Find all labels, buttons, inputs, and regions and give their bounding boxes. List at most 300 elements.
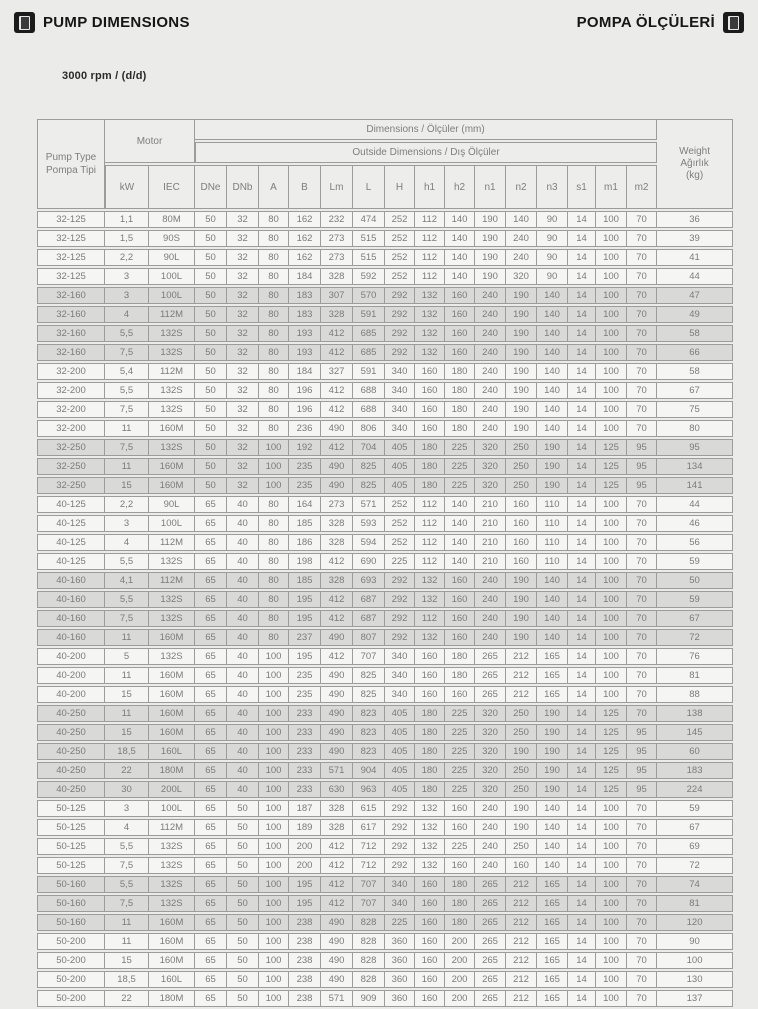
dimension-cell: 70 [627,515,657,532]
dimension-cell: 292 [385,306,415,323]
dimension-cell: 630 [321,781,353,798]
dimension-cell: 165 [537,971,568,988]
dimension-cell: 823 [353,743,385,760]
booklet-glyph [19,16,30,30]
column-header-n2: n2 [506,165,537,209]
table-row [37,838,733,855]
dimension-cell: 14 [568,705,596,722]
dimension-cell: 14 [568,515,596,532]
dimension-cell: 162 [289,249,321,266]
dimension-cell: 707 [353,648,385,665]
dimension-cell: 14 [568,382,596,399]
dimension-cell: 70 [627,819,657,836]
dimension-cell: 571 [353,496,385,513]
dimension-cell: 328 [321,534,353,551]
motor-kw-cell: 4 [105,306,149,323]
pump-type-cell: 40-250 [37,743,105,760]
dimension-cell: 100 [259,800,289,817]
weight-cell: 66 [657,344,733,361]
dimension-cell: 65 [195,591,227,608]
dimension-cell: 65 [195,534,227,551]
dimension-cell: 50 [227,952,259,969]
dimension-cell: 70 [627,800,657,817]
dimension-cell: 240 [475,325,506,342]
dimension-cell: 250 [506,477,537,494]
dimension-cell: 187 [289,800,321,817]
dimension-cell: 80 [259,211,289,228]
dimension-cell: 210 [475,496,506,513]
pump-type-cell: 40-200 [37,667,105,684]
table-row [37,724,733,741]
motor-kw-cell: 7,5 [105,401,149,418]
dimension-cell: 405 [385,477,415,494]
motor-kw-cell: 7,5 [105,344,149,361]
dimension-cell: 252 [385,496,415,513]
dimension-cell: 240 [475,819,506,836]
dimension-cell: 360 [385,971,415,988]
dimension-cell: 212 [506,971,537,988]
dimension-cell: 165 [537,933,568,950]
dimension-cell: 140 [445,496,475,513]
dimension-cell: 328 [321,268,353,285]
dimension-cell: 14 [568,952,596,969]
dimension-cell: 196 [289,382,321,399]
dimension-cell: 100 [596,420,627,437]
motor-kw-cell: 1,5 [105,230,149,247]
motor-iec-cell: 160M [149,933,195,950]
dimension-cell: 685 [353,344,385,361]
dimension-cell: 112 [415,515,445,532]
dimension-cell: 190 [506,382,537,399]
dimension-cell: 50 [195,287,227,304]
dimension-cell: 70 [627,648,657,665]
dimension-cell: 32 [227,268,259,285]
table-row [37,382,733,399]
dimension-cell: 100 [596,572,627,589]
dimension-cell: 140 [445,211,475,228]
weight-cell: 138 [657,705,733,722]
column-header-H: H [385,165,415,209]
dimension-cell: 14 [568,306,596,323]
dimension-cell: 190 [506,363,537,380]
dimension-cell: 250 [506,705,537,722]
dimension-cell: 183 [289,287,321,304]
dimension-cell: 712 [353,857,385,874]
dimension-cell: 196 [289,401,321,418]
motor-kw-cell: 18,5 [105,743,149,760]
dimension-cell: 265 [475,952,506,969]
weight-header [657,119,733,209]
dimension-cell: 100 [259,933,289,950]
motor-iec-cell: 132S [149,857,195,874]
dimension-cell: 240 [506,230,537,247]
table-row [37,268,733,285]
dimension-cell: 823 [353,724,385,741]
dimension-cell: 100 [596,268,627,285]
dimension-cell: 828 [353,933,385,950]
dimension-cell: 80 [259,306,289,323]
dimension-cell: 40 [227,724,259,741]
pump-type-header-en: Pump Type [45,152,97,163]
weight-cell: 50 [657,572,733,589]
dimension-cell: 32 [227,477,259,494]
dimension-cell: 195 [289,895,321,912]
dimension-cell: 688 [353,382,385,399]
pump-type-cell: 32-125 [37,268,105,285]
dimension-cell: 825 [353,477,385,494]
dimension-cell: 80 [259,401,289,418]
dimension-cell: 14 [568,458,596,475]
motor-iec-cell: 132S [149,325,195,342]
dimension-cell: 140 [537,401,568,418]
dimension-cell: 490 [321,952,353,969]
dimension-cell: 193 [289,344,321,361]
dimension-cell: 50 [227,819,259,836]
dimension-cell: 32 [227,325,259,342]
dimension-cell: 140 [445,534,475,551]
motor-kw-cell: 5,5 [105,382,149,399]
dimension-cell: 132 [415,287,445,304]
dimension-cell: 65 [195,933,227,950]
motor-iec-cell: 100L [149,800,195,817]
dimension-cell: 95 [627,724,657,741]
dimension-cell: 240 [475,572,506,589]
dimension-cell: 100 [596,306,627,323]
table-row [37,401,733,418]
dimension-cell: 198 [289,553,321,570]
motor-iec-cell: 132S [149,648,195,665]
motor-kw-cell: 11 [105,629,149,646]
motor-iec-cell: 112M [149,819,195,836]
dimension-cell: 190 [506,572,537,589]
dimension-cell: 40 [227,610,259,627]
dimension-cell: 180 [445,667,475,684]
dimension-cell: 95 [627,439,657,456]
dimension-cell: 50 [227,876,259,893]
dimension-cell: 95 [627,477,657,494]
table-row [37,667,733,684]
dimension-cell: 232 [321,211,353,228]
dimension-cell: 100 [596,800,627,817]
weight-cell: 58 [657,325,733,342]
dimension-cell: 237 [289,629,321,646]
motor-kw-cell: 11 [105,933,149,950]
dimension-cell: 594 [353,534,385,551]
dimension-cell: 186 [289,534,321,551]
dimension-cell: 80 [259,420,289,437]
dimension-cell: 615 [353,800,385,817]
dimension-cell: 240 [475,610,506,627]
dimension-cell: 100 [259,477,289,494]
dimension-cell: 320 [475,439,506,456]
dimension-cell: 704 [353,439,385,456]
dimension-cell: 14 [568,648,596,665]
dimension-cell: 592 [353,268,385,285]
dimension-cell: 360 [385,933,415,950]
dimension-cell: 140 [445,249,475,266]
dimension-cell: 195 [289,591,321,608]
pump-type-cell: 32-200 [37,382,105,399]
dimension-cell: 100 [259,895,289,912]
dimension-cell: 160 [445,325,475,342]
motor-kw-cell: 4 [105,534,149,551]
dimension-cell: 190 [537,724,568,741]
dimension-cell: 140 [537,819,568,836]
motor-iec-cell: 160M [149,667,195,684]
dimension-cell: 100 [259,914,289,931]
dimension-cell: 225 [445,724,475,741]
dimension-cell: 190 [537,781,568,798]
dimension-cell: 70 [627,230,657,247]
dimension-cell: 307 [321,287,353,304]
dimension-cell: 570 [353,287,385,304]
dimension-cell: 65 [195,781,227,798]
dimension-cell: 273 [321,496,353,513]
dimension-cell: 200 [445,990,475,1007]
motor-kw-cell: 15 [105,724,149,741]
dimension-cell: 110 [537,553,568,570]
dimension-cell: 360 [385,990,415,1007]
weight-cell: 75 [657,401,733,418]
weight-cell: 100 [657,952,733,969]
dimension-cell: 50 [227,895,259,912]
motor-iec-cell: 132S [149,439,195,456]
dimension-cell: 252 [385,534,415,551]
dimension-cell: 904 [353,762,385,779]
dimension-cell: 70 [627,287,657,304]
dimension-cell: 70 [627,534,657,551]
dimension-cell: 125 [596,458,627,475]
dimension-cell: 70 [627,914,657,931]
table-row [37,439,733,456]
dimension-cell: 292 [385,857,415,874]
dimension-cell: 320 [475,724,506,741]
dimension-cell: 65 [195,553,227,570]
dimension-cell: 160 [445,344,475,361]
dimension-cell: 591 [353,363,385,380]
dimension-cell: 70 [627,667,657,684]
dimension-cell: 125 [596,477,627,494]
dimension-cell: 235 [289,477,321,494]
weight-cell: 80 [657,420,733,437]
dimension-cell: 225 [445,838,475,855]
dimension-cell: 340 [385,420,415,437]
dimension-cell: 240 [475,287,506,304]
weight-cell: 81 [657,895,733,912]
motor-iec-cell: 132S [149,591,195,608]
pump-type-cell: 40-125 [37,496,105,513]
dimension-cell: 70 [627,420,657,437]
dimension-cell: 292 [385,325,415,342]
dimension-cell: 40 [227,705,259,722]
dimension-cell: 806 [353,420,385,437]
dimension-cell: 265 [475,914,506,931]
dimension-cell: 100 [596,591,627,608]
dimension-cell: 100 [596,534,627,551]
dimension-cell: 65 [195,610,227,627]
dimension-cell: 160 [445,686,475,703]
motor-kw-cell: 7,5 [105,439,149,456]
dimension-cell: 14 [568,401,596,418]
motor-kw-cell: 2,2 [105,249,149,266]
dimension-cell: 70 [627,363,657,380]
weight-cell: 134 [657,458,733,475]
dimension-cell: 70 [627,591,657,608]
dimension-cell: 212 [506,667,537,684]
dimension-cell: 65 [195,971,227,988]
dimension-cell: 160 [445,287,475,304]
dimension-cell: 165 [537,667,568,684]
dimension-cell: 180 [445,401,475,418]
table-row [37,952,733,969]
dimension-cell: 70 [627,268,657,285]
dimension-cell: 250 [506,458,537,475]
dimension-cell: 225 [445,743,475,760]
dimension-cell: 100 [259,686,289,703]
page-header [14,12,744,33]
dimension-cell: 185 [289,515,321,532]
dimension-cell: 80 [259,363,289,380]
dimension-cell: 273 [321,249,353,266]
pump-type-cell: 32-250 [37,458,105,475]
dimension-cell: 70 [627,306,657,323]
weight-cell: 44 [657,496,733,513]
dimension-cell: 412 [321,401,353,418]
column-header-DNe: DNe [195,165,227,209]
dimension-cell: 132 [415,325,445,342]
dimension-cell: 233 [289,724,321,741]
motor-kw-cell: 30 [105,781,149,798]
dimension-cell: 100 [259,952,289,969]
motor-kw-cell: 5 [105,648,149,665]
pump-type-cell: 32-200 [37,363,105,380]
dimension-cell: 190 [506,591,537,608]
column-header-L: L [353,165,385,209]
weight-cell: 59 [657,553,733,570]
column-header-DNb: DNb [227,165,259,209]
dimension-cell: 160 [506,553,537,570]
dimension-cell: 190 [475,211,506,228]
dimension-cell: 140 [445,268,475,285]
dimension-cell: 165 [537,648,568,665]
pump-type-header-tr: Pompa Tipi [45,165,97,176]
dimension-cell: 340 [385,401,415,418]
dimension-cell: 184 [289,363,321,380]
dimension-cell: 160 [506,534,537,551]
dimension-cell: 65 [195,705,227,722]
dimension-cell: 65 [195,914,227,931]
motor-iec-cell: 112M [149,306,195,323]
dimension-cell: 80 [259,287,289,304]
dimension-cell: 252 [385,249,415,266]
dimension-cell: 405 [385,705,415,722]
dimension-cell: 180 [415,458,445,475]
dimension-cell: 165 [537,914,568,931]
dimension-cell: 180 [415,762,445,779]
weight-cell: 130 [657,971,733,988]
weight-cell: 141 [657,477,733,494]
dimension-cell: 100 [596,895,627,912]
dimension-cell: 70 [627,838,657,855]
table-row [37,914,733,931]
weight-cell: 67 [657,610,733,627]
dimension-cell: 707 [353,876,385,893]
dimension-cell: 190 [506,306,537,323]
dimension-cell: 490 [321,705,353,722]
dimension-cell: 80 [259,572,289,589]
pump-type-cell: 40-160 [37,629,105,646]
dimension-cell: 160 [415,952,445,969]
dimension-cell: 100 [596,325,627,342]
motor-iec-cell: 160M [149,914,195,931]
dimension-cell: 340 [385,382,415,399]
table-row [37,344,733,361]
dimension-cell: 225 [445,458,475,475]
pump-type-cell: 32-250 [37,477,105,494]
dimension-cell: 14 [568,230,596,247]
motor-kw-cell: 3 [105,800,149,817]
column-header-s1: s1 [568,165,596,209]
motor-iec-cell: 132S [149,344,195,361]
dimensions-group-header: Dimensions / Ölçüler (mm) [195,119,657,140]
dimension-cell: 50 [195,211,227,228]
dimension-cell: 909 [353,990,385,1007]
dimension-cell: 32 [227,439,259,456]
dimension-cell: 80 [259,496,289,513]
column-header-A: A [259,165,289,209]
dimension-cell: 50 [227,990,259,1007]
dimension-cell: 235 [289,667,321,684]
dimension-cell: 32 [227,344,259,361]
dimension-cell: 474 [353,211,385,228]
dimension-cell: 225 [445,762,475,779]
dimension-cell: 100 [259,439,289,456]
dimension-cell: 65 [195,667,227,684]
dimension-cell: 180 [415,724,445,741]
dimension-cell: 70 [627,553,657,570]
table-row [37,971,733,988]
motor-kw-cell: 11 [105,458,149,475]
dimension-cell: 195 [289,610,321,627]
table-row [37,933,733,950]
weight-cell: 58 [657,363,733,380]
dimension-cell: 14 [568,249,596,266]
table-row [37,629,733,646]
dimension-cell: 70 [627,572,657,589]
dimension-cell: 32 [227,420,259,437]
dimension-cell: 14 [568,496,596,513]
motor-iec-cell: 100L [149,287,195,304]
dimension-cell: 112 [415,553,445,570]
dimension-cell: 125 [596,762,627,779]
dimension-cell: 70 [627,705,657,722]
motor-kw-cell: 11 [105,667,149,684]
dimension-cell: 50 [227,838,259,855]
pump-type-cell: 32-160 [37,287,105,304]
pump-type-cell: 50-200 [37,952,105,969]
dimension-cell: 140 [537,325,568,342]
motor-iec-cell: 160L [149,971,195,988]
dimension-cell: 571 [321,990,353,1007]
table-row [37,534,733,551]
dimension-cell: 490 [321,420,353,437]
motor-kw-cell: 3 [105,515,149,532]
dimension-cell: 100 [259,838,289,855]
column-header-kW: kW [105,165,149,209]
dimension-cell: 225 [385,914,415,931]
weight-cell: 90 [657,933,733,950]
dimension-cell: 490 [321,724,353,741]
